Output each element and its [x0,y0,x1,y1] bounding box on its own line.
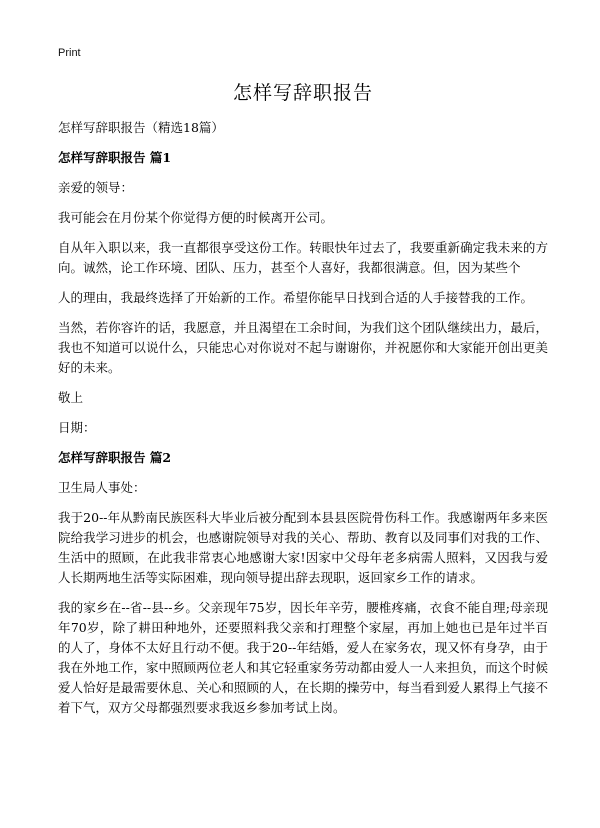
page-title: 怎样写辞职报告 [232,82,373,104]
article-2-salutation: 卫生局人事处： [58,480,146,495]
article-1-date: 日期： [58,420,96,435]
article-1-closing: 敬上 [58,390,84,405]
article-1-paragraph: 我可能会在月份某个你觉得方便的时候离开公司。 [58,210,334,225]
article-2-heading: 怎样写辞职报告 篇2 [58,450,172,465]
article-2-paragraph: 我的家乡在--省--县--乡。父亲现年75岁，因长年辛劳，腰椎疼痛，衣食不能自理;母亲现年70岁，除了耕田种地外，还要照料我父亲和打理整个家屋，再加上她也已是年过半百的人了，身体不太好且行动不便。我于20--年结婚，爱人在家务农，现又怀有身孕，由于我在外地工作，家中照顾两位老人和其它轻重家务劳动都由爱人一人来担负，而这个时候爱人恰好是最需要休息、关心和照顾的人，在长期的操劳中，每当看到爱人累得上气接不着下气，双方父母都强烈要求我返乡参加考试上岗。 [58,600,548,715]
document-subtitle: 怎样写辞职报告（精选18篇） [58,120,224,135]
article-1-heading: 怎样写辞职报告 篇1 [58,150,172,165]
article-1-paragraph: 自从年入职以来，我一直都很享受这份工作。转眼快年过去了，我要重新确定我未来的方向。诚然，论工作环境、团队、压力，甚至个人喜好，我都很满意。但，因为某些个 [58,240,548,275]
article-1-paragraph: 当然，若你容许的话，我愿意，并且渴望在工余时间，为我们这个团队继续出力，最后，我也不知道可以说什么，只能忠心对你说对不起与谢谢你，并祝愿你和大家能开创出更美好的未来。 [58,320,548,375]
print-link[interactable]: Print [58,47,81,59]
article-1-paragraph: 人的理由，我最终选择了开始新的工作。希望你能早日找到合适的人手接替我的工作。 [58,290,534,305]
article-2-paragraph: 我于20--年从黔南民族医科大毕业后被分配到本县县医院骨伤科工作。我感谢两年多来医院给我学习进步的机会，也感谢院领导对我的关心、帮助、教育以及同事们对我的工作、生活中的照顾，在此我非常衷心地感谢大家!因家中父母年老多病需人照料，又因我与爱人长期两地生活等实际困难，现向领导提出辞去现职，返回家乡工作的请求。 [58,510,548,585]
article-1-salutation: 亲爱的领导： [58,180,134,195]
